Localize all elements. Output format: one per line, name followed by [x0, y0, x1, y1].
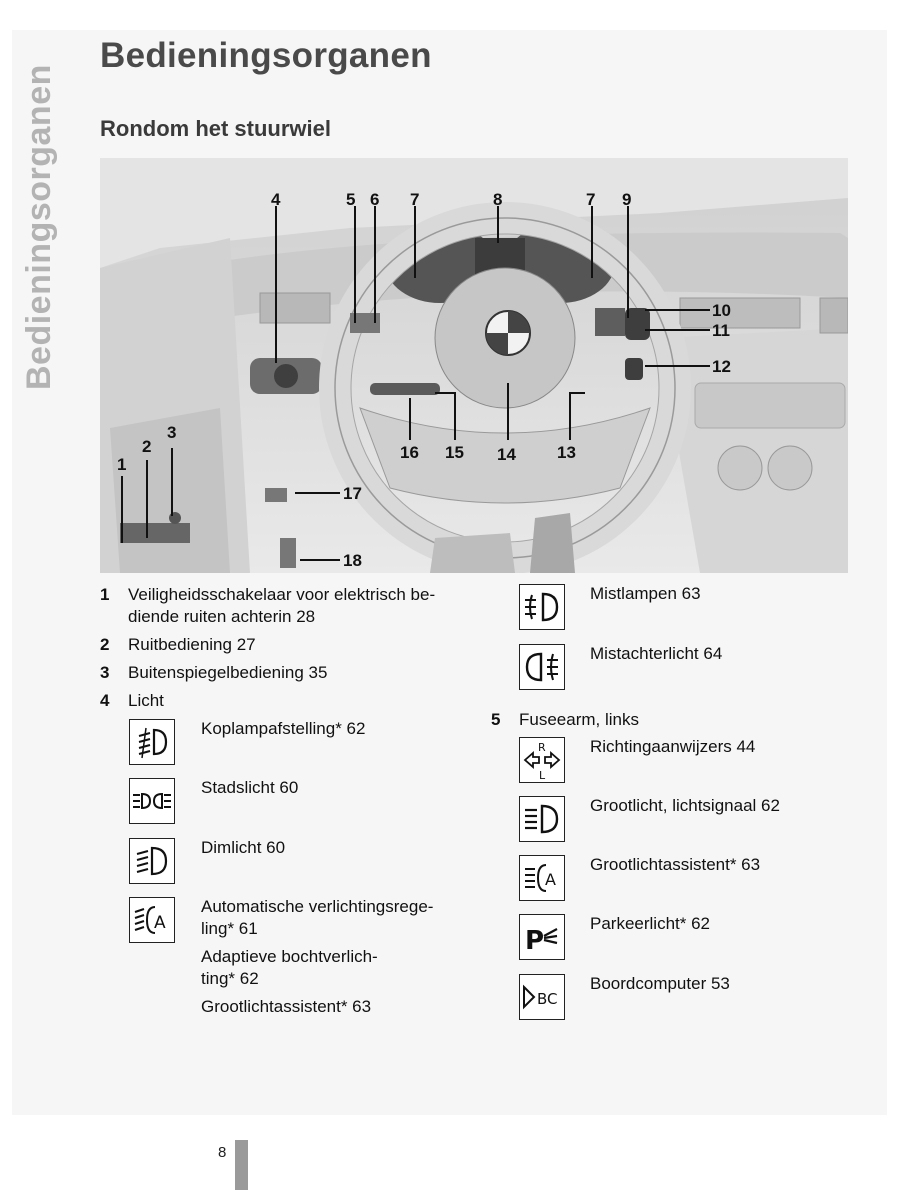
turn-signal-glyph — [522, 739, 562, 781]
callout-5: 5 — [346, 190, 356, 209]
item-text — [128, 584, 435, 628]
dashboard-drawing — [100, 158, 848, 573]
section-title: Rondom het stuurwiel — [100, 116, 331, 141]
callout-12: 12 — [712, 357, 731, 376]
callout-17: 17 — [343, 484, 362, 503]
item-number: 5 — [491, 710, 501, 729]
callout-1: 1 — [117, 455, 127, 474]
parking-light-icon — [129, 778, 175, 824]
symbol-label-line: Grootlichtassistent* 63 — [201, 997, 372, 1016]
high-beam-assist-icon — [519, 855, 565, 901]
high-beam-icon — [519, 796, 565, 842]
dashboard-illustration — [100, 158, 848, 573]
item-text: Buitenspiegelbediening 35 — [128, 663, 328, 682]
callout-13: 13 — [557, 443, 576, 462]
symbol-label: Parkeerlicht* 62 — [590, 914, 711, 933]
item-number: 4 — [100, 691, 110, 710]
item-text-line: diende ruiten achterin 28 — [128, 607, 316, 626]
page-number: 8 — [218, 1144, 227, 1161]
symbol-label: Mistachterlicht 64 — [590, 644, 723, 663]
symbol-label: Mistlampen 63 — [590, 584, 701, 603]
callout-15: 15 — [445, 443, 464, 462]
headlight-range-glyph — [134, 724, 170, 760]
page-bar — [235, 1140, 248, 1190]
callout-7: 7 — [410, 190, 420, 209]
side-tab-label: Bedieningsorganen — [20, 64, 58, 390]
turn-signal-r: R — [538, 741, 546, 754]
callout-6: 6 — [370, 190, 380, 209]
svg-text:BC: BC — [537, 990, 558, 1008]
symbol-label: Koplampafstelling* 62 — [201, 719, 366, 738]
symbol-label: Richtingaanwijzers 44 — [590, 737, 756, 756]
item-text: Fuseearm, links — [519, 710, 639, 729]
symbol-label: Stadslicht 60 — [201, 778, 299, 797]
callout-9: 9 — [622, 190, 632, 209]
item-number: 2 — [100, 635, 110, 654]
item-text: Ruitbediening 27 — [128, 635, 256, 654]
svg-text:A: A — [154, 913, 166, 933]
symbol-label-line: Adaptieve bochtverlich- — [201, 947, 378, 966]
callout-4: 4 — [271, 190, 281, 209]
item-5 — [491, 709, 791, 733]
fog-light-glyph — [523, 589, 561, 625]
auto-light-glyph — [133, 902, 171, 938]
rear-fog-glyph — [523, 649, 561, 685]
symbol-label: Grootlichtassistent* 63 — [590, 855, 761, 874]
turn-signal-l: L — [539, 769, 546, 781]
callout-18: 18 — [343, 551, 362, 570]
symbol-label-line: ting* 62 — [201, 969, 259, 988]
symbol-label: Dimlicht 60 — [201, 838, 286, 857]
callout-7b: 7 — [586, 190, 596, 209]
rear-fog-icon — [519, 644, 565, 690]
symbol-label-multi — [201, 896, 461, 1018]
high-beam-glyph — [523, 801, 561, 837]
item-text-line: Veiligheidsschakelaar voor elektrisch be- — [128, 585, 436, 604]
svg-text:A: A — [545, 870, 556, 889]
item-number: 1 — [100, 585, 110, 604]
callout-10: 10 — [712, 301, 731, 320]
callout-3: 3 — [167, 423, 177, 442]
onboard-computer-icon — [519, 974, 565, 1020]
symbol-label: Grootlicht, lichtsignaal 62 — [590, 796, 780, 815]
turn-signal-icon — [519, 737, 565, 783]
low-beam-glyph — [134, 843, 170, 879]
callout-16: 16 — [400, 443, 419, 462]
page-title: Bedieningsorganen — [100, 36, 432, 75]
symbol-label: Boordcomputer 53 — [590, 974, 730, 993]
callout-14: 14 — [497, 445, 516, 464]
item-number: 3 — [100, 663, 110, 682]
callout-8: 8 — [493, 190, 503, 209]
symbol-label-line: Automatische verlichtingsrege- — [201, 897, 434, 916]
item-text: Licht — [128, 691, 164, 710]
high-beam-assist-glyph — [523, 860, 561, 896]
parking-light-glyph — [132, 786, 172, 816]
parking-light-p-icon — [519, 914, 565, 960]
symbol-label-line: ling* 61 — [201, 919, 258, 938]
headlight-range-icon — [129, 719, 175, 765]
side-tab — [22, 40, 62, 390]
svg-text:P: P — [525, 926, 545, 955]
fog-light-icon — [519, 584, 565, 630]
low-beam-icon — [129, 838, 175, 884]
callout-11: 11 — [712, 321, 730, 340]
parking-light-p-glyph — [523, 919, 561, 955]
auto-light-icon — [129, 897, 175, 943]
callout-2: 2 — [142, 437, 152, 456]
onboard-computer-glyph — [521, 982, 563, 1012]
